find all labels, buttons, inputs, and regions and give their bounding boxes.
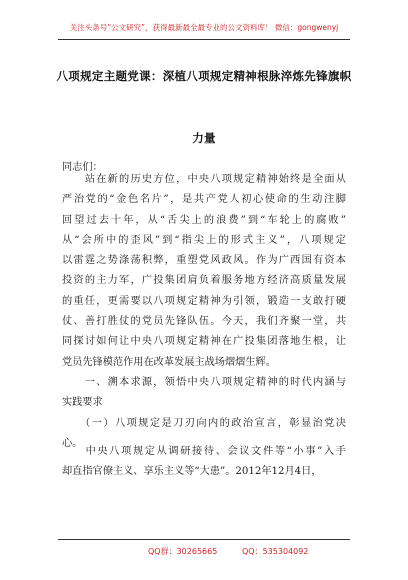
paragraph-body [62, 442, 346, 483]
text-line: 以雷霆之势涤荡积弊，重塑党风政风。作为广西国有资本 [62, 255, 346, 267]
text-line: 站在新的历史方位，中央八项规定精神始终是全面从 [62, 174, 346, 185]
header-rule [58, 39, 350, 40]
section-heading-1 [62, 373, 346, 414]
greeting: 同志们： [62, 162, 103, 173]
document-title-line1: 八项规定主题党课：深植八项规定精神根脉淬炼先锋旗帜 [56, 69, 352, 83]
text-line: 的重任，更需要以八项规定精神为引领，锻造一支敢打硬 [62, 295, 346, 307]
text-line: （一）八项规定是刀刃向内的政治宣言，彰显治党决 [62, 418, 346, 429]
text-line: 实践要求 [62, 397, 103, 409]
text-line: 心。 [62, 438, 83, 450]
header-notice: 关注头条号“公文研究”，获得最新最全最专业的公文资料库！ 微信：gongwenyj [69, 23, 339, 32]
text-line: 却直指官僚主义、享乐主义等“大患”。2012年12月4日， [62, 466, 322, 478]
paragraph-intro [62, 170, 346, 373]
text-line: 仗、善打胜仗的党员先锋队伍。今天，我们齐聚一堂，共 [62, 316, 346, 328]
footer-qq-group: QQ群：30265665 [148, 547, 218, 556]
text-line: 同探讨如何让中央八项规定精神在广投集团落地生根，让 [62, 336, 346, 348]
footer-qq-contact: QQ：535304092 [242, 547, 309, 556]
document-title-line2: 力量 [192, 131, 216, 145]
text-line: 投资的主力军，广投集团肩负着服务地方经济高质量发展 [62, 275, 346, 287]
text-line: 回望过去十年，从“舌尖上的浪费”到“车轮上的腐败” [62, 214, 346, 226]
text-line: 一、溯本求源，领悟中央八项规定精神的时代内涵与 [62, 377, 346, 388]
footer-rule [58, 539, 350, 540]
text-line: 党员先锋模范作用在改革发展主战场熠熠生辉。 [62, 356, 276, 368]
text-line: 中央八项规定从调研接待、会议文件等“小事”入手 [62, 446, 346, 457]
text-line: 从“会所中的歪风”到“指尖上的形式主义”，八项规定 [62, 234, 346, 246]
text-line: 严治党的“金色名片”，是共产党人初心使命的生动注脚 [62, 194, 346, 206]
